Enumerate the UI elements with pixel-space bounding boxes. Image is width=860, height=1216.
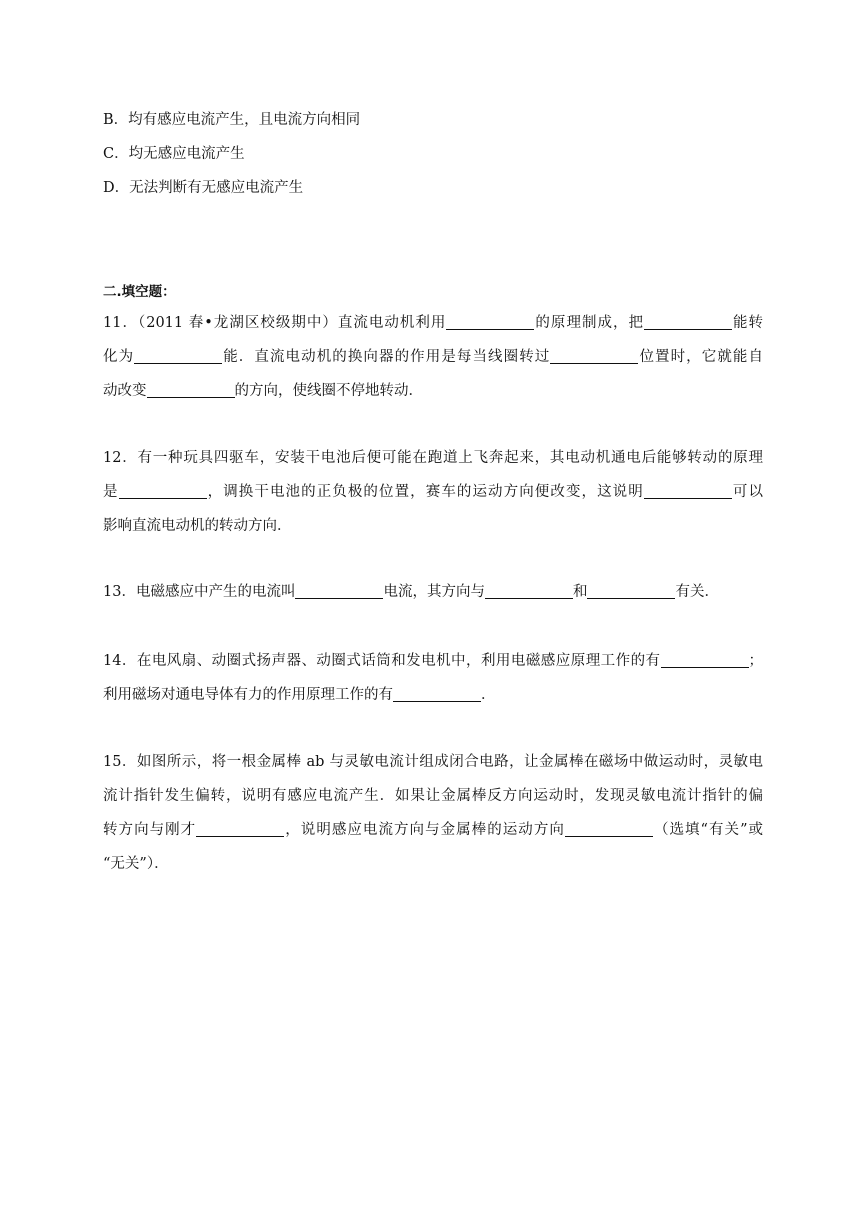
answer-blank[interactable] bbox=[644, 313, 732, 330]
question-15-line-2 bbox=[103, 786, 763, 806]
q15-text: ，说明感应电流方向与金属棒的运动方向 bbox=[284, 822, 565, 838]
q12-text: 可以 bbox=[731, 484, 763, 500]
q11-text: 能转 bbox=[731, 315, 763, 331]
section-title: 二.填空题： bbox=[103, 284, 176, 300]
q11-text: 的原理制成，把 bbox=[534, 315, 644, 331]
q12-text: 影响直流电动机的转动方向． bbox=[103, 518, 292, 534]
q13-text: 有关． bbox=[675, 584, 719, 600]
question-15-line-3 bbox=[103, 820, 763, 840]
option-b: B．均有感应电流产生，且电流方向相同 bbox=[103, 112, 361, 128]
q12-text: 12．有一种玩具四驱车，安装干电池后便可能在跑道上飞奔起来，其电动机通电后能够转动的原理 bbox=[103, 450, 763, 466]
q15-text: 流计指针发生偏转，说明有感应电流产生．如果让金属棒反方向运动时，发现灵敏电流计指针的偏 bbox=[103, 788, 763, 804]
q12-text: 是 bbox=[103, 484, 119, 500]
q12-text: ，调换干电池的正负极的位置，赛车的运动方向便改变，这说明 bbox=[206, 484, 644, 500]
question-15-line-4 bbox=[103, 854, 763, 874]
answer-blank[interactable] bbox=[485, 582, 573, 599]
answer-blank[interactable] bbox=[587, 582, 675, 599]
answer-blank[interactable] bbox=[446, 313, 534, 330]
q13-text: 和 bbox=[572, 584, 588, 600]
q15-text: “无关”）． bbox=[103, 856, 169, 872]
answer-blank[interactable] bbox=[119, 482, 207, 499]
q15-text: （选填“有关”或 bbox=[652, 822, 764, 838]
question-14-line-2 bbox=[103, 685, 763, 705]
option-c: C．均无感应电流产生 bbox=[103, 146, 245, 162]
q11-text: 动改变 bbox=[103, 383, 147, 399]
q11-text: 化为 bbox=[103, 349, 135, 365]
answer-blank[interactable] bbox=[661, 651, 749, 668]
answer-blank[interactable] bbox=[550, 347, 638, 364]
q15-text: 转方向与刚才 bbox=[103, 822, 197, 838]
answer-blank[interactable] bbox=[565, 820, 653, 837]
answer-blank[interactable] bbox=[644, 482, 732, 499]
q11-text: 11．（2011 春•龙湖区校级期中）直流电动机利用 bbox=[103, 315, 447, 331]
question-11-line-1 bbox=[103, 313, 763, 333]
option-d: D．无法判断有无感应电流产生 bbox=[103, 180, 304, 196]
answer-blank[interactable] bbox=[295, 582, 383, 599]
answer-blank[interactable] bbox=[134, 347, 222, 364]
q13-text: 电流，其方向与 bbox=[383, 584, 485, 600]
answer-blank[interactable] bbox=[393, 685, 481, 702]
q14-text: 利用磁场对通电导体有力的作用原理工作的有 bbox=[103, 687, 393, 703]
q11-text: 的方向，使线圈不停地转动． bbox=[234, 383, 423, 399]
question-15-line-1 bbox=[103, 752, 763, 772]
q14-text: ． bbox=[481, 687, 496, 703]
q11-text: 位置时，它就能自 bbox=[638, 349, 763, 365]
answer-blank[interactable] bbox=[147, 381, 235, 398]
question-12-line-2 bbox=[103, 482, 763, 502]
q13-text: 13．电磁感应中产生的电流叫 bbox=[103, 584, 296, 600]
answer-blank[interactable] bbox=[196, 820, 284, 837]
question-13 bbox=[103, 582, 763, 602]
q15-text: 15．如图所示，将一根金属棒 ab 与灵敏电流计组成闭合电路，让金属棒在磁场中做运动时，灵敏电 bbox=[103, 754, 763, 770]
question-11-line-2 bbox=[103, 347, 763, 367]
q14-text: ； bbox=[748, 653, 763, 669]
question-14-line-1 bbox=[103, 651, 763, 671]
q11-text: 能．直流电动机的换向器的作用是每当线圈转过 bbox=[222, 349, 551, 365]
question-11-line-3 bbox=[103, 381, 763, 401]
question-12-line-3 bbox=[103, 516, 763, 536]
q14-text: 14．在电风扇、动圈式扬声器、动圈式话筒和发电机中，利用电磁感应原理工作的有 bbox=[103, 653, 661, 669]
question-12-line-1 bbox=[103, 448, 763, 468]
